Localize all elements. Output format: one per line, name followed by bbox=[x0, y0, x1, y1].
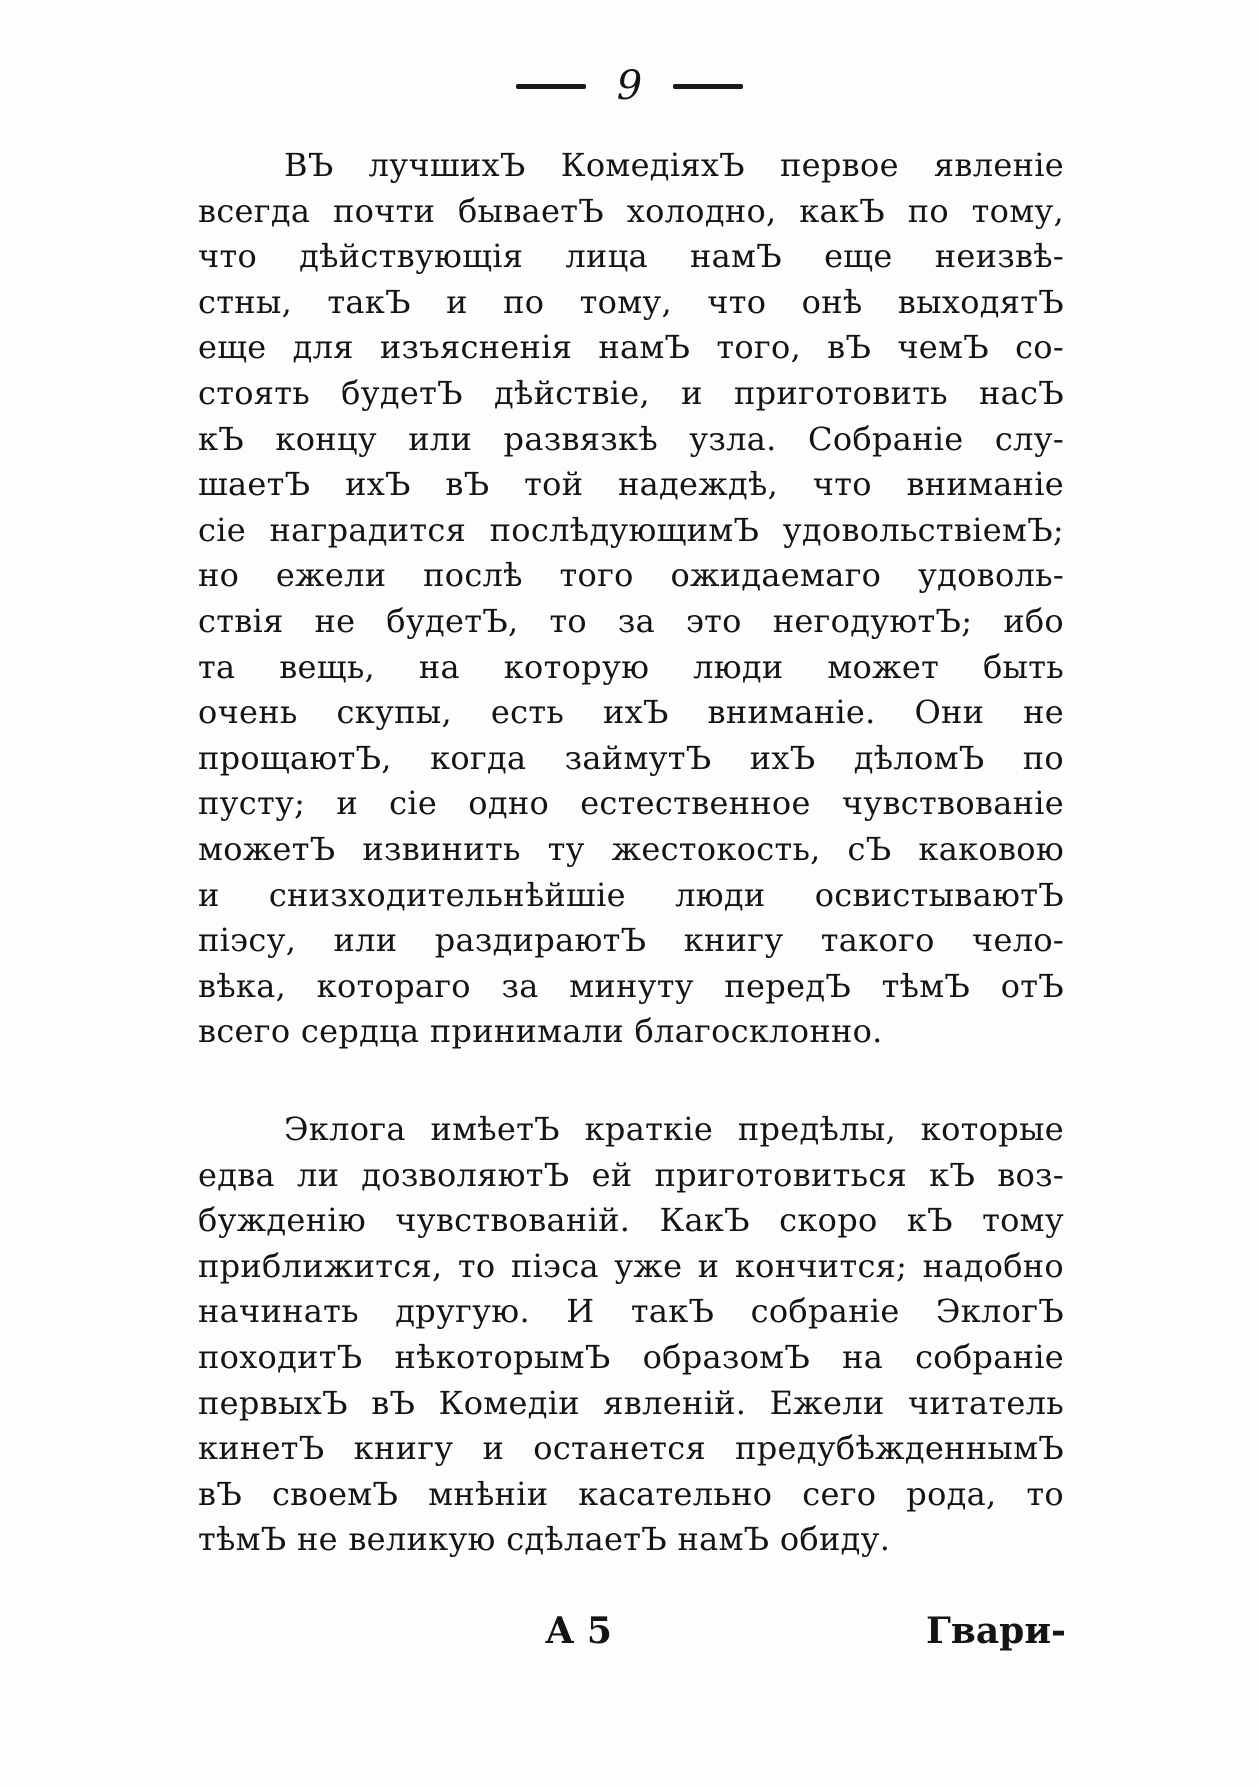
text-line: едва ли дозволяютЪ ей приготовиться кЪ воз- bbox=[198, 1155, 1064, 1194]
page-footer bbox=[0, 1610, 1259, 1670]
text-line: еще для изъясненія намЪ того, вЪ чемЪ со- bbox=[198, 328, 1064, 367]
text-line: сіе наградится послѣдующимЪ удовольствіемЪ; bbox=[198, 510, 1064, 549]
text-line: та вещь, на которую люди может быть bbox=[198, 647, 1064, 686]
text-line: піэсу, или раздираютЪ книгу такого чело- bbox=[198, 921, 1064, 960]
text-line: стны, такЪ и по тому, что онѣ выходятЪ bbox=[198, 282, 1064, 321]
paragraph-comedy bbox=[198, 143, 1064, 1055]
text-line: кинетЪ книгу и останется предубѣжденнымЪ bbox=[198, 1429, 1064, 1468]
text-line: можетЪ извинить ту жестокость, сЪ каковою bbox=[198, 829, 1064, 868]
text-line: первыхЪ вЪ Комедіи явленій. Ежели читатель bbox=[198, 1383, 1064, 1422]
text-line: всего сердца принимали благосклонно. bbox=[198, 1012, 883, 1051]
text-line: Эклога имѣетЪ краткіе предѣлы, которые bbox=[284, 1110, 1064, 1148]
text-line: но ежели послѣ того ожидаемаго удоволь- bbox=[198, 556, 1064, 595]
text-line: что дѣйствующія лица намЪ еще неизвѣ- bbox=[198, 237, 1064, 276]
text-line: кЪ концу или развязкѣ узла. Собраніе слу- bbox=[198, 419, 1064, 458]
header-rule-left bbox=[516, 84, 586, 89]
text-line: и снизходительнѣйшіе люди освистываютЪ bbox=[198, 875, 1064, 914]
text-line: вѣка, котораго за минуту передЪ тѣмЪ отЪ bbox=[198, 966, 1064, 1005]
text-line: прощаютЪ, когда займутЪ ихЪ дѣломЪ по bbox=[198, 738, 1064, 777]
page-number: 9 bbox=[616, 63, 643, 109]
text-line: тѣмЪ не великую сдѣлаетЪ намЪ обиду. bbox=[198, 1520, 891, 1559]
text-line: шаетЪ ихЪ вЪ той надеждѣ, что вниманіе bbox=[198, 465, 1064, 504]
text-line: очень скупы, есть ихЪ вниманіе. Они не bbox=[198, 693, 1064, 732]
paragraph-eclogue bbox=[198, 1107, 1064, 1563]
signature-mark: А 5 bbox=[545, 1610, 612, 1652]
text-line: приближится, то піэса уже и кончится; надобно bbox=[198, 1246, 1064, 1285]
text-line: пусту; и сіе одно естественное чувствованіе bbox=[198, 784, 1064, 823]
text-line: ствія не будетЪ, то за это негодуютЪ; ибо bbox=[198, 601, 1064, 640]
text-line: стоять будетЪ дѣйствіе, и приготовить насЪ bbox=[198, 373, 1064, 412]
text-line: всегда почти бываетЪ холодно, какЪ по тому, bbox=[198, 191, 1064, 230]
text-line: вЪ своемЪ мнѣніи касательно сего рода, то bbox=[198, 1474, 1064, 1513]
header-rule-right bbox=[673, 84, 743, 89]
text-line: начинать другую. И такЪ собраніе ЭклогЪ bbox=[198, 1292, 1064, 1331]
text-line: походитЪ нѣкоторымЪ образомЪ на собраніе bbox=[198, 1337, 1064, 1376]
page-header bbox=[0, 58, 1259, 111]
text-line: бужденію чувствованій. КакЪ скоро кЪ тому bbox=[198, 1201, 1064, 1240]
catchword: Гвари- bbox=[925, 1610, 1066, 1652]
text-line: ВЪ лучшихЪ КомедіяхЪ первое явленіе bbox=[284, 146, 1064, 184]
